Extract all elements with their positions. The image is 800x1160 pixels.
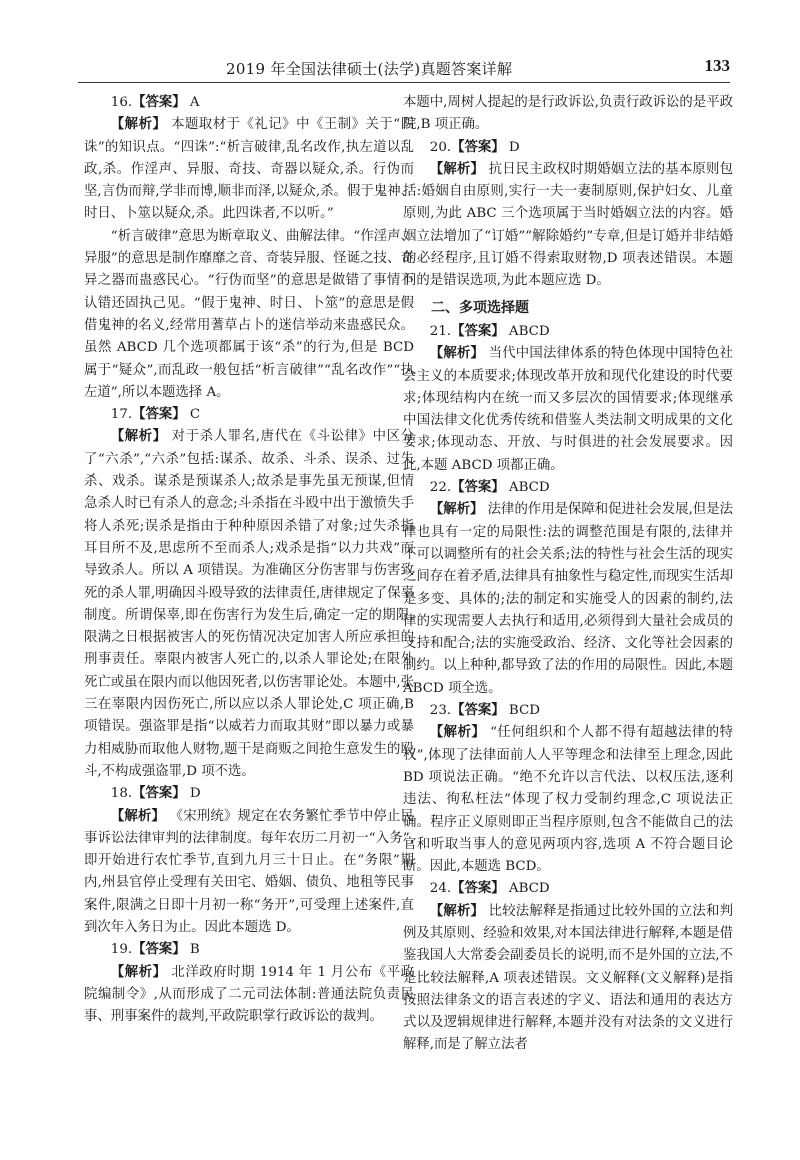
answer-value: BCD xyxy=(504,703,540,719)
answer-tag: 【答案】 xyxy=(451,323,505,339)
question-number: 18. xyxy=(110,786,133,802)
explanation-tag: 【解析】 xyxy=(429,346,485,362)
answer-value: ABCD xyxy=(504,323,550,339)
header-title: 2019 年全国法律硕士(法学)真题答案详解 xyxy=(226,60,513,78)
answer-value: B xyxy=(185,942,200,958)
answer-tag: 【答案】 xyxy=(451,881,505,897)
answer-tag: 【答案】 xyxy=(132,942,186,958)
answer-line xyxy=(84,92,414,114)
answer-tag: 【答案】 xyxy=(451,480,505,496)
body-paragraph: “析言破律”意思为断章取义、曲解法律。“作淫声、异服”的意思是制作靡靡之音、奇装异服、怪诞之技、奇异之器而蛊惑民心。“行伪而坚”的意思是做错了事情不认错还固执己见。“假于鬼神、时日、卜筮”的意思是假借鬼神的名义,经常用蓍草占卜的迷信举动来蛊惑民众。虽然 ABCD 几个选项都属于该“杀”的行为,但是 BCD 属于“疑众”,而乱政一般包括“析言破律”“乱名改作”“执左道”,所以本题选择 A。 xyxy=(84,228,414,400)
question-number: 24. xyxy=(429,881,452,897)
continued-paragraph: 本题中,周树人提起的是行政诉讼,负责行政诉讼的是平政院,B 项正确。 xyxy=(403,95,733,133)
answer-value: D xyxy=(185,786,201,802)
explanation-text: 比较法解释是指通过比较外国的立法和判例及其原则、经验和效果,对本国法律进行解释,本题是借鉴我国人大常委会副委员长的说明,而不是外国的立法,不是比较法解释,A 项表述错误。文义解释(文义解释)是指按照法律条文的语言表述的字义、语法和通用的表达方式以及逻辑规律进行解释,本题并没有对法条的文义进行解释,而是了解立法者 xyxy=(403,903,733,1053)
right-column xyxy=(403,92,733,1057)
question-number: 20. xyxy=(429,139,452,155)
explanation-text: 本题取材于《礼记》中《王制》关于“四诛”的知识点。“四诛”:“析言破律,乱名改作,执左道以乱政,杀。作淫声、异服、奇技、奇器以疑众,杀。行伪而坚,言伪而辩,学非而博,顺非而泽,以疑众,杀。假于鬼神、时日、卜筮以疑众,杀。此四诛者,不以听。” xyxy=(84,117,414,222)
answer-line xyxy=(403,321,733,343)
question-number: 19. xyxy=(110,942,133,958)
explanation-tag: 【解析】 xyxy=(110,117,167,133)
explanation-text: 当代中国法律体系的特色体现中国特色社会主义的本质要求;体现改革开放和现代化建设的时代要求;体现结构内在统一而又多层次的国情要求;体现继承中国法律文化优秀传统和借鉴人类法制文明成果的文化要求;体现动态、开放、与时俱进的社会发展要求。因此,本题 ABCD 项都正确。 xyxy=(403,346,733,473)
answer-line xyxy=(403,700,733,722)
explanation-paragraph xyxy=(403,159,733,293)
answer-line xyxy=(84,783,414,805)
explanation-paragraph xyxy=(403,901,733,1057)
explanation-text: 《宋刑统》规定在农务繁忙季节中停止民事诉讼法律审判的法律制度。每年农历二月初一“入务”,即开始进行农忙季节,直到九月三十日止。在“务限”期内,州县官停止受理有关田宅、婚姻、债负、地租等民事案件,限满之日即十月初一称“务开”,可受理上述案件,直到次年入务日为止。因此本题选 D。 xyxy=(84,808,414,935)
answer-tag: 【答案】 xyxy=(451,703,505,719)
question-number: 16. xyxy=(110,95,133,110)
explanation-text: 对于杀人罪名,唐代在《斗讼律》中区分了“六杀”,“六杀”包括:谋杀、故杀、斗杀、误杀、过失杀、戏杀。谋杀是预谋杀人;故杀是事先虽无预谋,但情急杀人时已有杀人的意念;斗杀指在斗殴中出于激愤失手将人杀死;误杀是指由于种种原因杀错了对象;过失杀指耳目所不及,思虑所不至而杀人;戏杀是指“以力共戏”而导致杀人。所以 A 项错误。为准确区分伤害罪与伤害致死的杀人罪,明确因斗殴导致的法律责任,唐律规定了保辜制度。所谓保辜,即在伤害行为发生后,确定一定的期限,限满之日根据被害人的死伤情况决定加害人所应承担的刑事责任。辜限内被害人死亡的,以杀人罪论处;在限外死亡或虽在限内而以他因死者,以伤害罪论处。本题中,张三在辜限内因伤死亡,所以应以杀人罪论处,C 项正确,B 项错误。强盗罪是指“以威若力而取其财”即以暴力或暴力相威胁而取他人财物,题干是商贩之间抢生意发生的殴斗,不构成强盗罪,D 项不选。 xyxy=(84,429,414,779)
explanation-text: 法律的作用是保障和促进社会发展,但是法律也具有一定的局限性:法的调整范围是有限的,法律并不可以调整所有的社会关系;法的特性与社会生活的现实之间存在着矛盾,法律具有抽象性与稳定性,而现实生活却是多变、具体的;法的制定和实施受人的因素的制约,法律的实现需要人去执行和适用,必须得到大量社会成员的支持和配合;法的实施受政治、经济、文化等社会因素的制约。以上种种,都导致了法的作用的局限性。因此,本题 ABCD 项全选。 xyxy=(403,502,734,696)
answer-tag: 【答案】 xyxy=(132,407,186,423)
answer-value: D xyxy=(504,139,520,155)
explanation-tag: 【解析】 xyxy=(429,903,485,919)
question-number: 22. xyxy=(429,480,452,496)
answer-line xyxy=(403,137,733,159)
answer-value: A xyxy=(185,95,200,110)
answer-line xyxy=(403,878,733,900)
explanation-tag: 【解析】 xyxy=(110,808,166,824)
explanation-tag: 【解析】 xyxy=(429,502,484,518)
explanation-tag: 【解析】 xyxy=(429,161,485,177)
section-heading: 二、多项选择题 xyxy=(431,299,529,316)
question-number: 23. xyxy=(429,703,452,719)
explanation-paragraph xyxy=(403,343,733,477)
left-column xyxy=(84,92,414,1028)
explanation-text: 北洋政府时期 1914 年 1 月公布《平政院编制令》,从而形成了二元司法体制:普通法院负责民事、刑事案件的裁判,平政院职掌行政诉讼的裁判。 xyxy=(84,964,414,1025)
answer-tag: 【答案】 xyxy=(132,95,186,110)
question-number: 17. xyxy=(110,407,133,423)
explanation-text: “任何组织和个人都不得有超越法律的特权”,体现了法律面前人人平等理念和法律至上理念,因此 BD 项说法正确。“绝不允许以言代法、以权压法,逐利违法、徇私枉法”体现了权力受制约理念,C 项说法正确。程序正义原则即正当程序原则,包含不能做自己的法官和听取当事人的意见两项内容,选项 A 不符合题目论断。因此,本题选 BCD。 xyxy=(403,725,733,875)
running-header xyxy=(78,52,730,83)
question-number: 21. xyxy=(429,323,452,339)
explanation-paragraph xyxy=(84,426,414,783)
explanation-paragraph xyxy=(403,722,733,878)
answer-line xyxy=(84,404,414,426)
explanation-paragraph xyxy=(84,806,414,940)
answer-value: ABCD xyxy=(504,881,550,897)
explanation-paragraph xyxy=(84,962,414,1029)
explanation-paragraph xyxy=(403,499,733,700)
explanation-paragraph xyxy=(84,114,414,225)
answer-value: ABCD xyxy=(504,480,550,496)
answer-tag: 【答案】 xyxy=(451,139,505,155)
answer-line xyxy=(84,939,414,961)
explanation-tag: 【解析】 xyxy=(429,725,486,741)
explanation-text: 抗日民主政权时期婚姻立法的基本原则包括:婚姻自由原则,实行一夫一妻制原则,保护妇女、儿童原则,为此 ABC 三个选项属于当时婚姻立法的内容。婚姻立法增加了“订婚”“解除婚约”专章,但是订婚并非结婚的必经程序,且订婚不得索取财物,D 项表述错误。本题问的是错误选项,为此本题应选 D。 xyxy=(403,161,733,289)
answer-line xyxy=(403,477,733,499)
answer-value: C xyxy=(185,407,201,423)
explanation-tag: 【解析】 xyxy=(110,429,167,445)
explanation-tag: 【解析】 xyxy=(110,964,167,980)
answer-tag: 【答案】 xyxy=(132,786,186,802)
page-number: 133 xyxy=(704,56,730,75)
